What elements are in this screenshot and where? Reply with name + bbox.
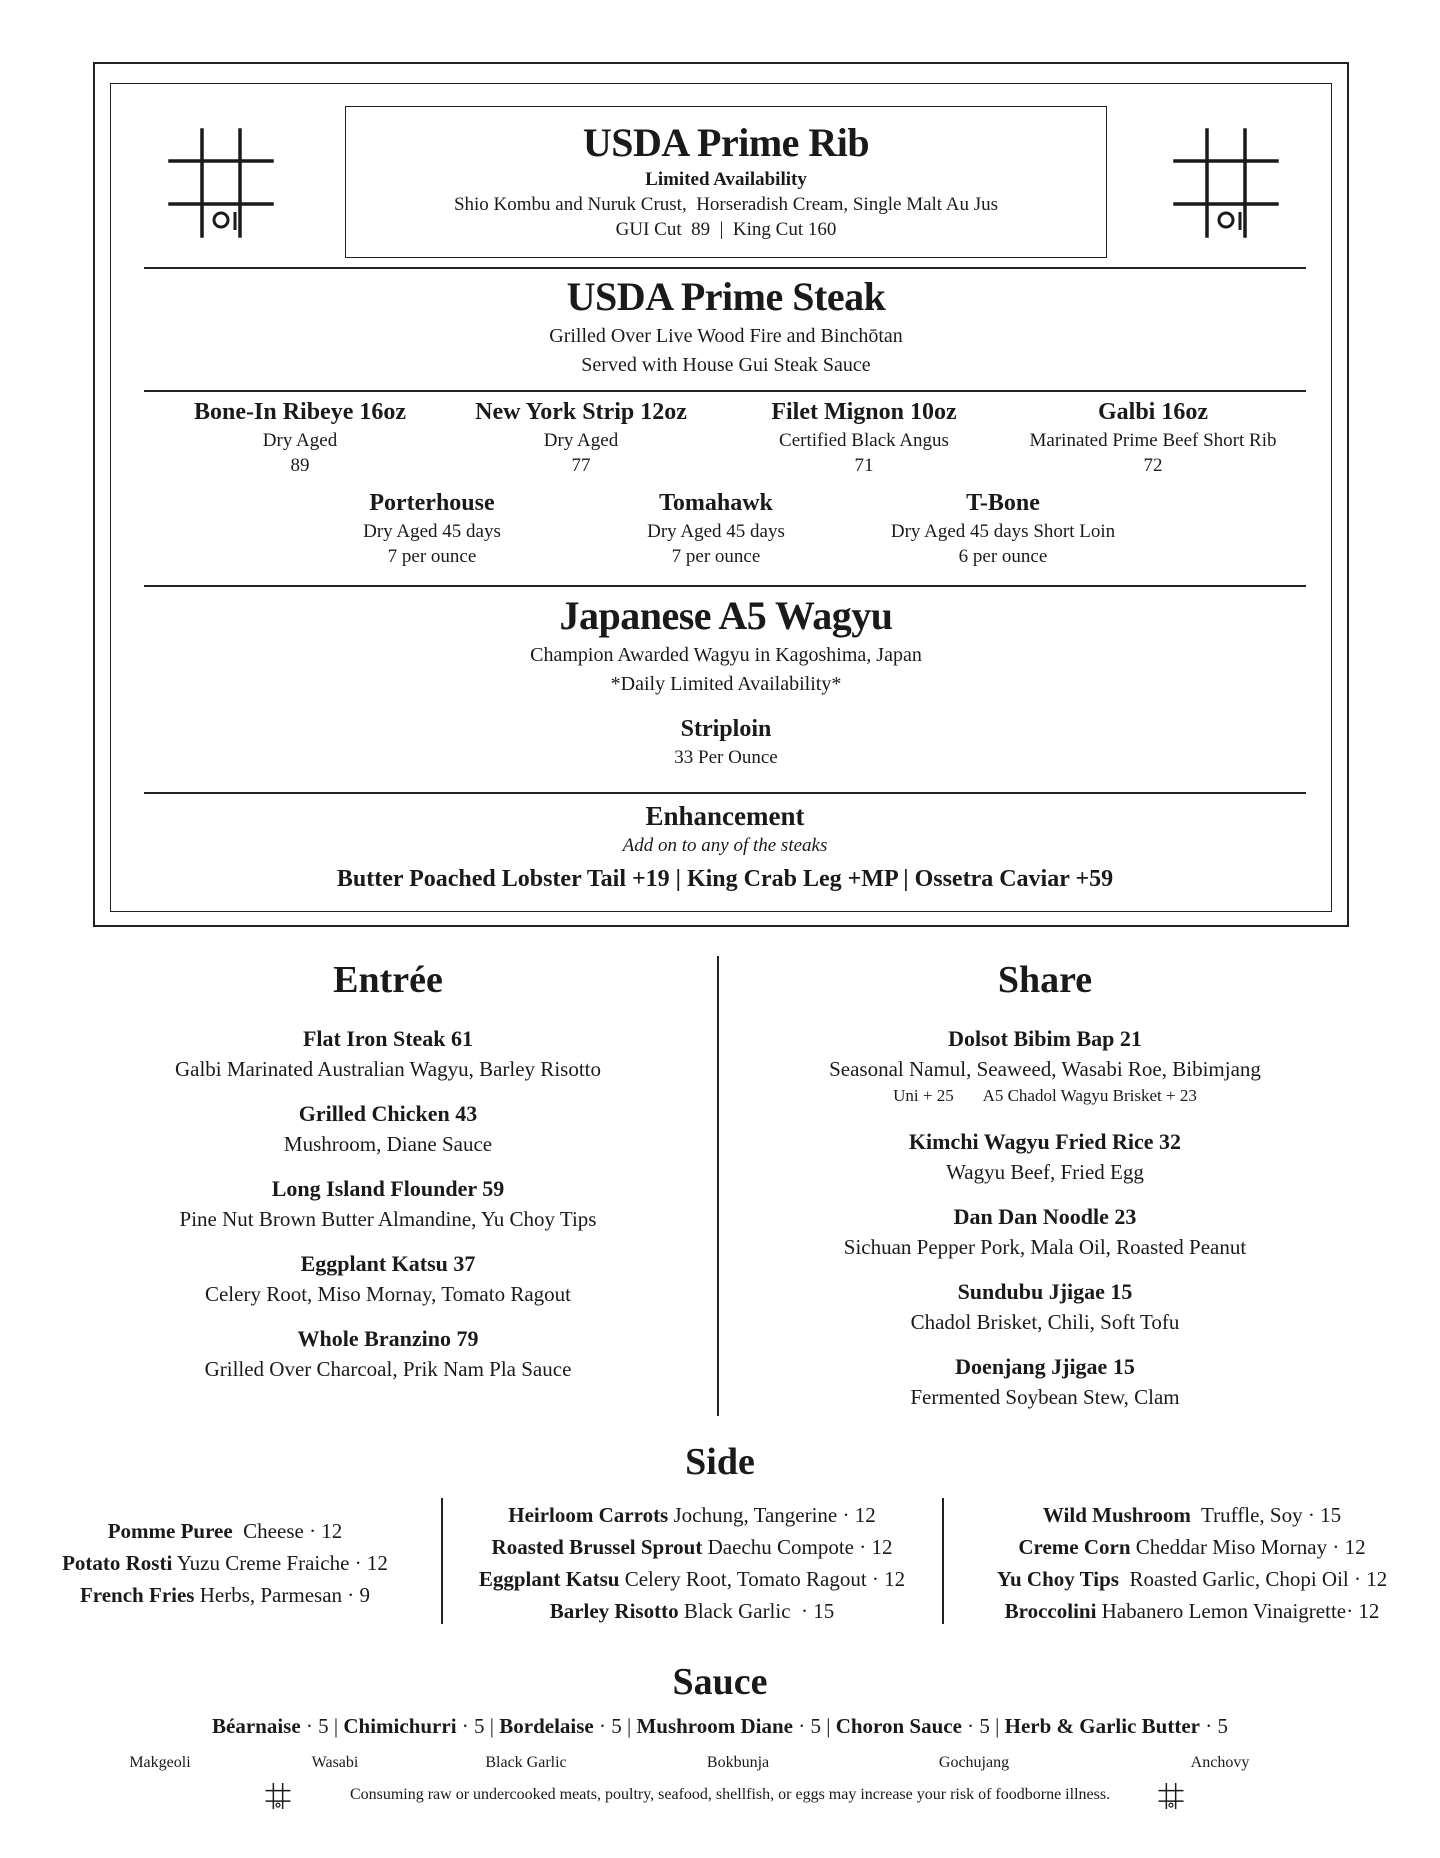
side-item (20, 1515, 430, 1547)
wagyu-cut-price: 33 Per Ounce (674, 747, 778, 768)
divider (144, 585, 1306, 587)
share-item-addons (785, 1084, 1305, 1108)
entree-item (128, 1324, 648, 1384)
side-item-desc: Cheese · 12 (243, 1519, 343, 1543)
steak-price: 72 (1143, 455, 1163, 476)
entree-item-name: Whole Branzino 79 (297, 1326, 479, 1351)
steak-desc: Dry Aged (262, 430, 338, 451)
steak-price: 71 (854, 455, 874, 476)
sauce-pairing: Makgeoli (129, 1754, 191, 1771)
entree-title (128, 955, 648, 1005)
side-item-desc: Yuzu Creme Fraiche · 12 (176, 1551, 388, 1575)
side-item-desc: Roasted Garlic, Chopi Oil · 12 (1129, 1567, 1388, 1591)
sauce-price: · 5 | (967, 1714, 1000, 1738)
steak-item (287, 487, 577, 569)
entree-item (128, 1099, 648, 1159)
share-title (785, 955, 1305, 1005)
steak-name: T-Bone (966, 490, 1040, 516)
entree-item-desc: Mushroom, Diane Sauce (283, 1132, 493, 1156)
side-title-text: Side (685, 1441, 755, 1483)
share-item-desc: Wagyu Beef, Fried Egg (946, 1160, 1144, 1184)
steak-price: 7 per ounce (387, 546, 477, 567)
entree-item-name: Grilled Chicken 43 (298, 1101, 478, 1126)
steak-item (571, 487, 861, 569)
side-item-desc: Celery Root, Tomato Ragout · 12 (624, 1567, 906, 1591)
steak-desc: Dry Aged 45 days (647, 521, 785, 542)
entree-item (128, 1249, 648, 1309)
side-item-name: Creme Corn (1018, 1535, 1131, 1559)
sauce-price: · 5 (1205, 1714, 1228, 1738)
entree-title-text: Entrée (333, 959, 443, 1001)
wagyu-line1: Champion Awarded Wagyu in Kagoshima, Japan (530, 644, 922, 666)
side-item (450, 1563, 934, 1595)
steak-item (155, 396, 445, 478)
entree-item-name: Flat Iron Steak 61 (302, 1026, 474, 1051)
prime-rib-section (345, 118, 1107, 242)
steak-item (1008, 396, 1298, 478)
side-item (952, 1531, 1432, 1563)
sauce-price: · 5 | (456, 1714, 494, 1738)
share-item (785, 1127, 1305, 1187)
share-addon-brisket: A5 Chadol Wagyu Brisket + 23 (982, 1086, 1197, 1105)
steak-name: Porterhouse (369, 490, 495, 516)
share-title-text: Share (997, 959, 1093, 1001)
sauce-name: Choron Sauce (835, 1714, 962, 1738)
entree-item (128, 1024, 648, 1084)
share-item-name: Dolsot Bibim Bap 21 (948, 1026, 1142, 1051)
enhancement-options: Butter Poached Lobster Tail +19 | King Crab Leg +MP | Ossetra Caviar +59 (336, 866, 1114, 892)
share-item-name: Sundubu Jjigae 15 (957, 1279, 1133, 1304)
sauce-pairing: Gochujang (938, 1754, 1010, 1771)
prime-rib-availability: Limited Availability (645, 169, 807, 190)
share-item-name: Kimchi Wagyu Fried Rice 32 (908, 1129, 1182, 1154)
prime-steak-line1: Grilled Over Live Wood Fire and Binchōtan (549, 325, 903, 347)
side-item-name: Pomme Puree (107, 1519, 233, 1543)
wagyu-line2: *Daily Limited Availability* (610, 673, 842, 695)
side-item-desc: Truffle, Soy · 15 (1201, 1503, 1342, 1527)
steak-name: Bone-In Ribeye 16oz (194, 399, 406, 425)
steak-price: 6 per ounce (958, 546, 1048, 567)
side-item-name: French Fries (79, 1583, 195, 1607)
share-item (785, 1352, 1305, 1412)
side-item-desc: Cheddar Miso Mornay · 12 (1135, 1535, 1366, 1559)
foodborne-disclaimer: Consuming raw or undercooked meats, poultry, seafood, shellfish, or eggs may increase your risk of foodborne illness. (349, 1786, 1111, 1803)
sauce-name: Bordelaise (499, 1714, 594, 1738)
steak-name: Galbi 16oz (1097, 399, 1208, 425)
steak-item (858, 487, 1148, 569)
entree-item-desc: Celery Root, Miso Mornay, Tomato Ragout (204, 1282, 571, 1306)
side-item-name: Potato Rosti (62, 1551, 173, 1575)
prime-rib-prices: GUI Cut 89 | King Cut 160 (615, 219, 837, 240)
steak-desc: Dry Aged 45 days Short Loin (890, 521, 1116, 542)
share-item-desc: Sichuan Pepper Pork, Mala Oil, Roasted Peanut (843, 1235, 1247, 1259)
enhancement-title: Enhancement (645, 801, 805, 831)
hash-grid-logo-small (1158, 1781, 1184, 1811)
steak-item (436, 396, 726, 478)
share-item (785, 1277, 1305, 1337)
side-item-name: Heirloom Carrots (508, 1503, 669, 1527)
sauce-pairing: Anchovy (1190, 1754, 1250, 1771)
divider (144, 390, 1306, 392)
entree-item (128, 1174, 648, 1234)
side-item-desc: Herbs, Parmesan · 9 (199, 1583, 371, 1607)
sauce-price: · 5 | (305, 1714, 339, 1738)
share-item-desc: Chadol Brisket, Chili, Soft Tofu (910, 1310, 1180, 1334)
share-item-desc: Fermented Soybean Stew, Clam (910, 1385, 1180, 1409)
share-item (785, 1202, 1305, 1262)
sauce-item (212, 1714, 343, 1738)
prime-steak-title: USDA Prime Steak (566, 274, 886, 319)
entree-item-desc: Grilled Over Charcoal, Prik Nam Pla Sauce (204, 1357, 572, 1381)
hash-grid-logo-left (168, 128, 274, 238)
side-item-desc: Habanero Lemon Vinaigrette· 12 (1101, 1599, 1380, 1623)
enhancement-section (145, 799, 1305, 899)
entree-item-name: Long Island Flounder 59 (271, 1176, 505, 1201)
column-divider (717, 956, 719, 1416)
sauce-name: Béarnaise (212, 1714, 301, 1738)
enhancement-subtitle: Add on to any of the steaks (622, 835, 828, 856)
side-item-name: Broccolini (1004, 1599, 1097, 1623)
sauce-title (520, 1657, 920, 1707)
side-item-desc: Daechu Compote · 12 (707, 1535, 893, 1559)
steak-price: 89 (290, 455, 310, 476)
side-title (520, 1437, 920, 1487)
prime-steak-header (345, 272, 1107, 380)
steak-name: Tomahawk (659, 490, 773, 516)
prime-steak-line2: Served with House Gui Steak Sauce (581, 354, 871, 376)
steak-name: New York Strip 12oz (475, 399, 687, 425)
column-divider (942, 1498, 944, 1624)
side-item-desc: Black Garlic · 15 (683, 1599, 835, 1623)
hash-grid-logo-right (1173, 128, 1279, 238)
steak-name: Filet Mignon 10oz (771, 399, 957, 425)
sauce-item (343, 1714, 499, 1738)
column-divider (441, 1498, 443, 1624)
side-item-name: Roasted Brussel Sprout (491, 1535, 703, 1559)
sauce-item (836, 1714, 1005, 1738)
wagyu-cut-name: Striploin (680, 716, 772, 742)
steak-desc: Marinated Prime Beef Short Rib (1029, 430, 1277, 451)
steak-price: 7 per ounce (671, 546, 761, 567)
entree-item-name: Eggplant Katsu 37 (300, 1251, 476, 1276)
sauce-item (499, 1714, 636, 1738)
wagyu-section (345, 591, 1107, 770)
prime-rib-title: USDA Prime Rib (582, 120, 870, 165)
steak-price: 77 (571, 455, 591, 476)
side-item (20, 1579, 430, 1611)
sauce-pairing: Wasabi (311, 1754, 359, 1771)
wagyu-title: Japanese A5 Wagyu (559, 593, 893, 638)
share-addon-uni: Uni + 25 (893, 1086, 954, 1105)
side-item-name: Yu Choy Tips (996, 1567, 1119, 1591)
hash-grid-logo-small (265, 1781, 291, 1811)
side-item-name: Barley Risotto (549, 1599, 679, 1623)
steak-desc: Certified Black Angus (779, 430, 949, 451)
divider (144, 792, 1306, 794)
sauce-pairing: Bokbunja (706, 1754, 770, 1771)
side-item-name: Wild Mushroom (1042, 1503, 1191, 1527)
sauce-name: Herb & Garlic Butter (1004, 1714, 1200, 1738)
sauce-price: · 5 | (599, 1714, 632, 1738)
side-item-name: Eggplant Katsu (478, 1567, 620, 1591)
divider (144, 267, 1306, 269)
sauce-list (20, 1714, 1420, 1739)
entree-item-desc: Galbi Marinated Australian Wagyu, Barley Risotto (174, 1057, 601, 1081)
share-item (785, 1024, 1305, 1108)
steak-desc: Dry Aged (543, 430, 619, 451)
steak-item (719, 396, 1009, 478)
side-item (450, 1499, 934, 1531)
side-item-desc: Jochung, Tangerine · 12 (673, 1503, 876, 1527)
prime-rib-description: Shio Kombu and Nuruk Crust, Horseradish Cream, Single Malt Au Jus (453, 194, 999, 215)
side-item (20, 1547, 430, 1579)
side-column-1 (20, 1515, 430, 1611)
steak-desc: Dry Aged 45 days (363, 521, 501, 542)
side-item (952, 1595, 1432, 1627)
sauce-pairing: Black Garlic (485, 1754, 567, 1771)
side-column-2 (450, 1499, 934, 1627)
sauce-item (636, 1714, 835, 1738)
sauce-price: · 5 | (798, 1714, 831, 1738)
side-item (952, 1563, 1432, 1595)
share-item-name: Dan Dan Noodle 23 (953, 1204, 1137, 1229)
side-item (450, 1595, 934, 1627)
side-item (450, 1531, 934, 1563)
sauce-name: Chimichurri (343, 1714, 457, 1738)
sauce-item (1005, 1714, 1228, 1738)
share-item-desc: Seasonal Namul, Seaweed, Wasabi Roe, Bibimjang (829, 1057, 1261, 1081)
share-item-name: Doenjang Jjigae 15 (955, 1354, 1135, 1379)
entree-item-desc: Pine Nut Brown Butter Almandine, Yu Choy Tips (179, 1207, 597, 1231)
side-column-3 (952, 1499, 1432, 1627)
sauce-name: Mushroom Diane (636, 1714, 793, 1738)
side-item (952, 1499, 1432, 1531)
sauce-title-text: Sauce (672, 1661, 768, 1703)
